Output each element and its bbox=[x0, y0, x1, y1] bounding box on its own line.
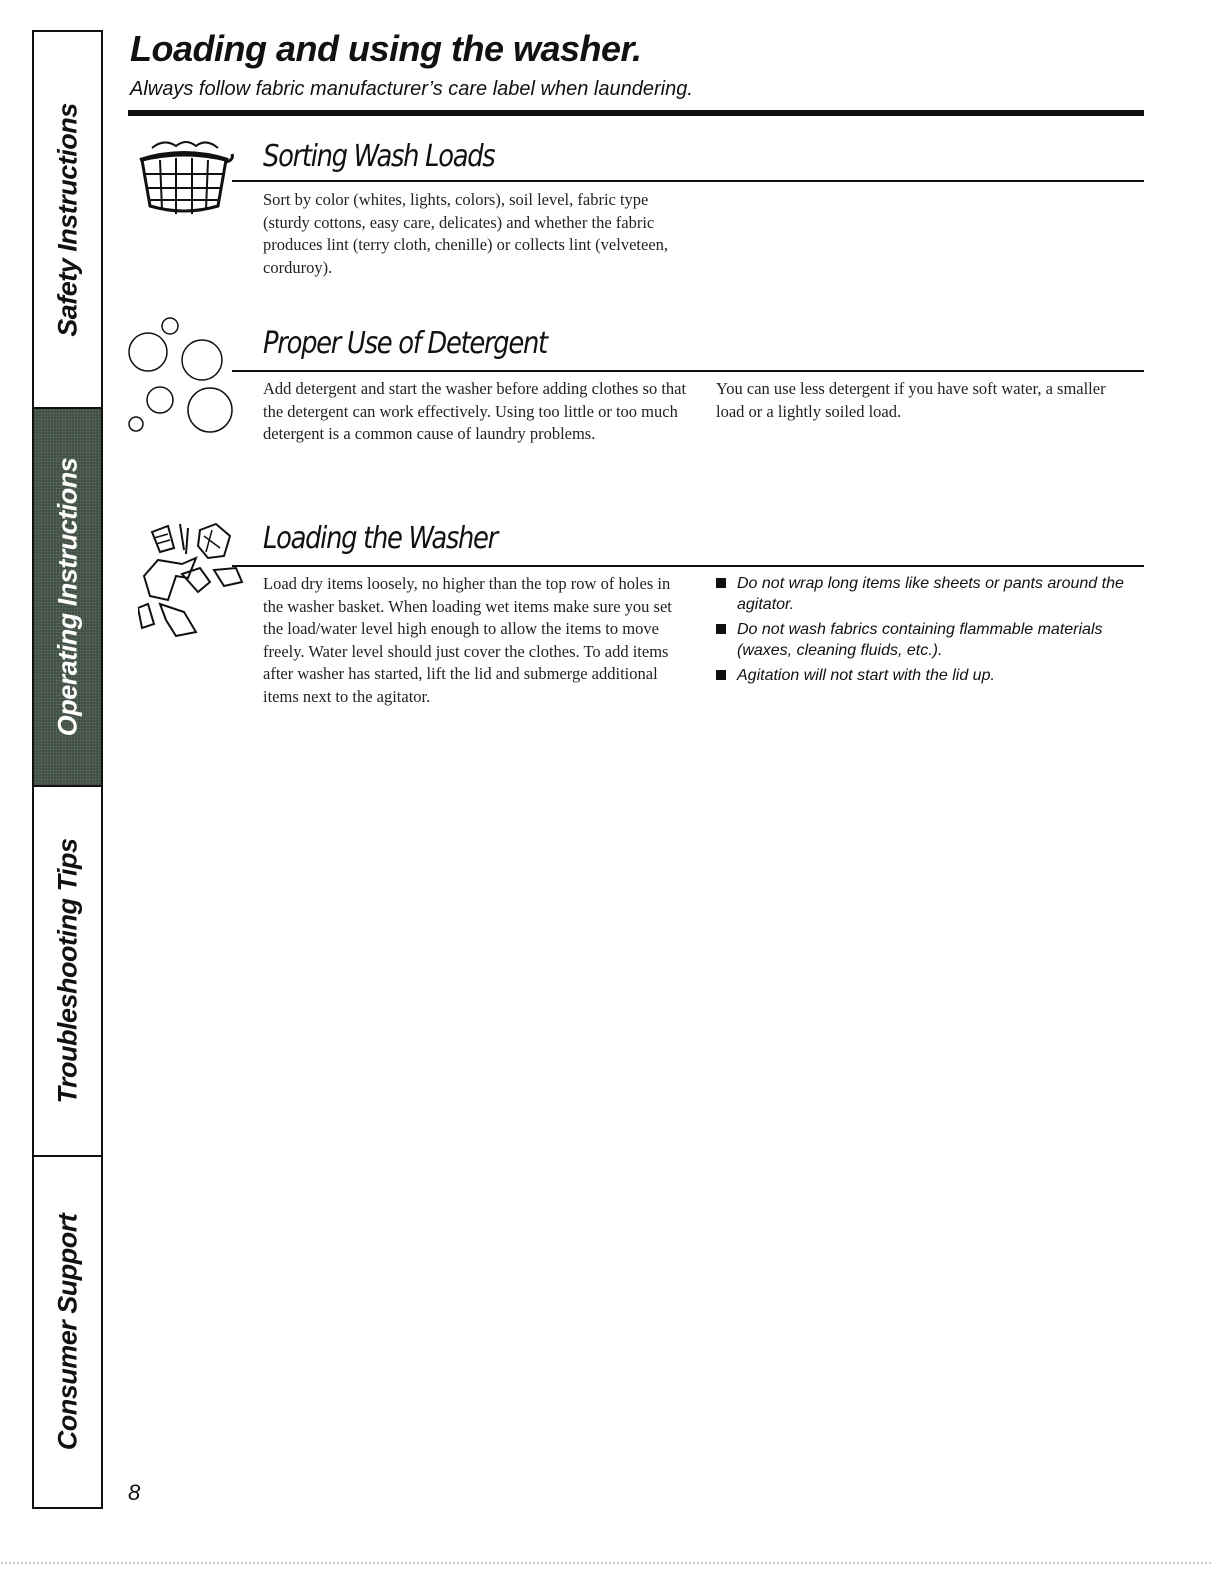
section-divider bbox=[232, 370, 1144, 372]
square-bullet-icon bbox=[716, 670, 726, 680]
page-number: 8 bbox=[128, 1480, 141, 1505]
list-item bbox=[716, 619, 1146, 661]
sorting-paragraph: Sort by color (whites, lights, colors), soil level, fabric type (sturdy cottons, easy care, delicates) and whether the fabric produces lint (terry cloth, chenille) or collects lint (velveteen, corduroy). bbox=[263, 190, 669, 277]
tab-label: Operating Instructions bbox=[52, 457, 82, 737]
header-divider bbox=[128, 110, 1144, 116]
loading-warnings-list bbox=[716, 573, 1146, 690]
tab-operating-instructions[interactable] bbox=[34, 409, 101, 787]
section-divider bbox=[232, 180, 1144, 182]
section-title-loading: Loading the Washer bbox=[263, 521, 497, 556]
square-bullet-icon bbox=[716, 578, 726, 588]
loading-paragraph: Load dry items loosely, no higher than the top row of holes in the washer basket. When loading wet items make sure you set the load/water level high enough to allow the items to move freely. Water level should just cover the clothes. To add items after washer has started, lift the lid and submerge additional items next to the agitator. bbox=[263, 574, 672, 706]
tab-label: Safety Instructions bbox=[52, 102, 82, 337]
list-item bbox=[716, 573, 1146, 615]
laundry-basket-icon bbox=[134, 138, 234, 218]
warning-text: Agitation will not start with the lid up. bbox=[737, 667, 995, 684]
tab-consumer-support[interactable] bbox=[34, 1157, 101, 1507]
tab-safety-instructions[interactable] bbox=[34, 32, 101, 409]
warning-text: Do not wrap long items like sheets or pants around the agitator. bbox=[737, 575, 1124, 613]
page-subtitle: Always follow fabric manufacturer’s care label when laundering. bbox=[130, 78, 693, 100]
warning-text: Do not wash fabrics containing flammable materials (waxes, cleaning fluids, etc.). bbox=[737, 621, 1103, 659]
clothes-icon bbox=[138, 520, 258, 640]
detergent-bubbles-icon bbox=[128, 312, 238, 442]
section-title-sorting: Sorting Wash Loads bbox=[263, 139, 495, 174]
square-bullet-icon bbox=[716, 624, 726, 634]
page-title: Loading and using the washer. bbox=[130, 28, 642, 69]
bottom-border bbox=[0, 1562, 1213, 1564]
side-tab-navigation bbox=[32, 30, 103, 1509]
tab-label: Consumer Support bbox=[52, 1213, 82, 1451]
section-title-detergent: Proper Use of Detergent bbox=[263, 326, 547, 361]
detergent-paragraph: Add detergent and start the washer before adding clothes so that the detergent can work effectively. Using too little or too much detergent is a common cause of laundry problems. bbox=[263, 379, 687, 443]
detergent-note-paragraph: You can use less detergent if you have soft water, a smaller load or a lightly soiled load. bbox=[716, 379, 1106, 421]
tab-label: Troubleshooting Tips bbox=[52, 838, 82, 1104]
tab-troubleshooting-tips[interactable] bbox=[34, 787, 101, 1157]
list-item bbox=[716, 665, 1146, 686]
section-divider bbox=[232, 565, 1144, 567]
